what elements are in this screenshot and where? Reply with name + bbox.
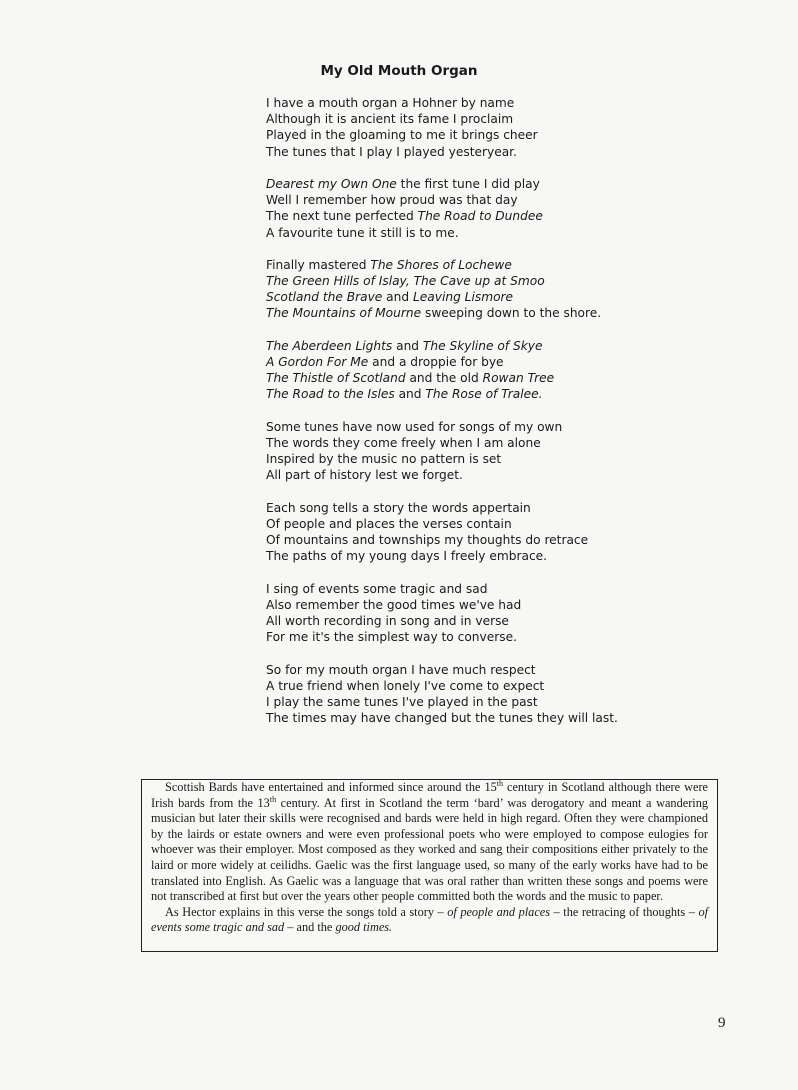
poem-line: Each song tells a story the words appertain bbox=[266, 500, 531, 515]
tune-title: Leaving Lismore bbox=[412, 290, 514, 305]
poem-line: Of mountains and townships my thoughts do retrace bbox=[266, 533, 589, 548]
stanza bbox=[266, 338, 766, 403]
poem-line: For me it's the simplest way to converse. bbox=[266, 630, 517, 645]
poem-line: The paths of my young days I freely embrace. bbox=[266, 549, 548, 564]
note-italic: of events some tragic and sad bbox=[151, 904, 709, 935]
poem-text: and a droppie for bye bbox=[368, 355, 504, 369]
stanza bbox=[266, 257, 766, 322]
poem-line: Also remember the good times we've had bbox=[266, 597, 522, 612]
stanza bbox=[266, 500, 766, 565]
poem-line bbox=[266, 370, 766, 386]
poem-line bbox=[266, 305, 766, 321]
poem-line: Inspired by the music no pattern is set bbox=[266, 452, 502, 467]
poem-line bbox=[266, 176, 766, 192]
poem-line: Although it is ancient its fame I proclaim bbox=[266, 112, 514, 127]
note-text: Scottish Bards have entertained and informed since around the 15 bbox=[165, 780, 497, 794]
superscript: th bbox=[496, 778, 503, 788]
note-paragraph bbox=[151, 780, 708, 905]
poem-line: Played in the gloaming to me it brings cheer bbox=[266, 128, 538, 143]
poem-line: Some tunes have now used for songs of my own bbox=[266, 419, 563, 434]
poem-line: I have a mouth organ a Hohner by name bbox=[266, 96, 515, 110]
poem-line bbox=[266, 208, 766, 224]
tune-title: The Shores of Lochewe bbox=[370, 257, 512, 272]
tune-title: A Gordon For Me bbox=[266, 355, 369, 369]
tune-title: Dearest my Own One bbox=[266, 176, 397, 191]
note-italic: good times. bbox=[335, 920, 393, 935]
note-text: As Hector explains in this verse the songs told a story – bbox=[165, 904, 448, 919]
poem-line: All worth recording in song and in verse bbox=[266, 614, 509, 628]
poem-line: So for my mouth organ I have much respect bbox=[266, 662, 536, 677]
stanza bbox=[266, 662, 766, 727]
poem-line: I play the same tunes I've played in the past bbox=[266, 694, 538, 709]
tune-title: The Road to Dundee bbox=[417, 209, 543, 224]
superscript: th bbox=[269, 794, 277, 804]
poem bbox=[266, 95, 766, 743]
poem-text: the first tune I did play bbox=[396, 176, 540, 191]
poem-line: The times may have changed but the tunes they will last. bbox=[266, 711, 618, 726]
poem-line bbox=[266, 386, 766, 402]
tune-title: The Skyline of Skye bbox=[422, 338, 543, 353]
poem-line: A true friend when lonely I've come to expect bbox=[266, 678, 545, 693]
poem-line: Of people and places the verses contain bbox=[266, 516, 512, 531]
note-paragraph bbox=[151, 905, 708, 936]
page-title: My Old Mouth Organ bbox=[320, 63, 478, 79]
poem-line: The words they come freely when I am alone bbox=[266, 435, 541, 450]
tune-title: The Road to the Isles bbox=[266, 387, 395, 402]
stanza bbox=[266, 581, 766, 646]
poem-line bbox=[266, 273, 766, 289]
note-text: century. At first in Scotland the term ‘bard’ was derogatory and meant a wandering musician but later their skills were recognised and bards were held in high regard. Often they were championed by the lairds or estate owners and were even professional poets who were employed to compose eulogies for whoever was their employer. Most composed as they worked and sang their compositions either privately to the laird or more widely at ceilidhs. Gaelic was the first language used, so many of the early works have had to be translated into English. As Gaelic was a language that was oral rather than written these songs and poems were not transcribed at first but over the years other people committed both the words and the music to paper. bbox=[151, 795, 708, 904]
poem-line bbox=[266, 338, 766, 354]
tune-title: Rowan Tree bbox=[482, 371, 555, 386]
note-italic: of people and places bbox=[447, 904, 551, 919]
poem-text: and bbox=[382, 290, 413, 305]
poem-line: I sing of events some tragic and sad bbox=[266, 581, 488, 596]
tune-title: The Thistle of Scotland bbox=[266, 371, 406, 386]
poem-line bbox=[266, 354, 766, 370]
note-text: – the retracing of thoughts – bbox=[550, 904, 699, 919]
tune-title: The Aberdeen Lights bbox=[266, 338, 393, 353]
poem-line: All part of history lest we forget. bbox=[266, 468, 463, 483]
poem-line: Well I remember how proud was that day bbox=[266, 193, 518, 208]
poem-text: The next tune perfected bbox=[266, 209, 418, 224]
poem-line bbox=[266, 257, 766, 273]
page-number: 9 bbox=[718, 1015, 726, 1031]
poem-text: sweeping down to the shore. bbox=[421, 306, 602, 321]
note-box bbox=[141, 779, 718, 952]
note-text: – and the bbox=[284, 920, 336, 935]
stanza bbox=[266, 95, 766, 160]
poem-text: Finally mastered bbox=[266, 257, 371, 272]
tune-title: The Mountains of Mourne bbox=[266, 306, 422, 321]
poem-text: and bbox=[394, 387, 426, 402]
tune-title: Scotland the Brave bbox=[266, 290, 383, 305]
poem-line: A favourite tune it still is to me. bbox=[266, 225, 459, 240]
poem-line bbox=[266, 289, 766, 305]
note-text: century in Scotland although there were Irish bards from the 13 bbox=[151, 780, 708, 810]
tune-title: The Green Hills of Islay, The Cave up at Smoo bbox=[266, 274, 545, 289]
stanza bbox=[266, 176, 766, 241]
tune-title: The Rose of Tralee. bbox=[425, 387, 543, 402]
poem-text: and bbox=[392, 338, 423, 353]
stanza bbox=[266, 419, 766, 484]
poem-line: The tunes that I play I played yesteryear. bbox=[266, 144, 517, 159]
poem-text: and the old bbox=[405, 371, 483, 386]
